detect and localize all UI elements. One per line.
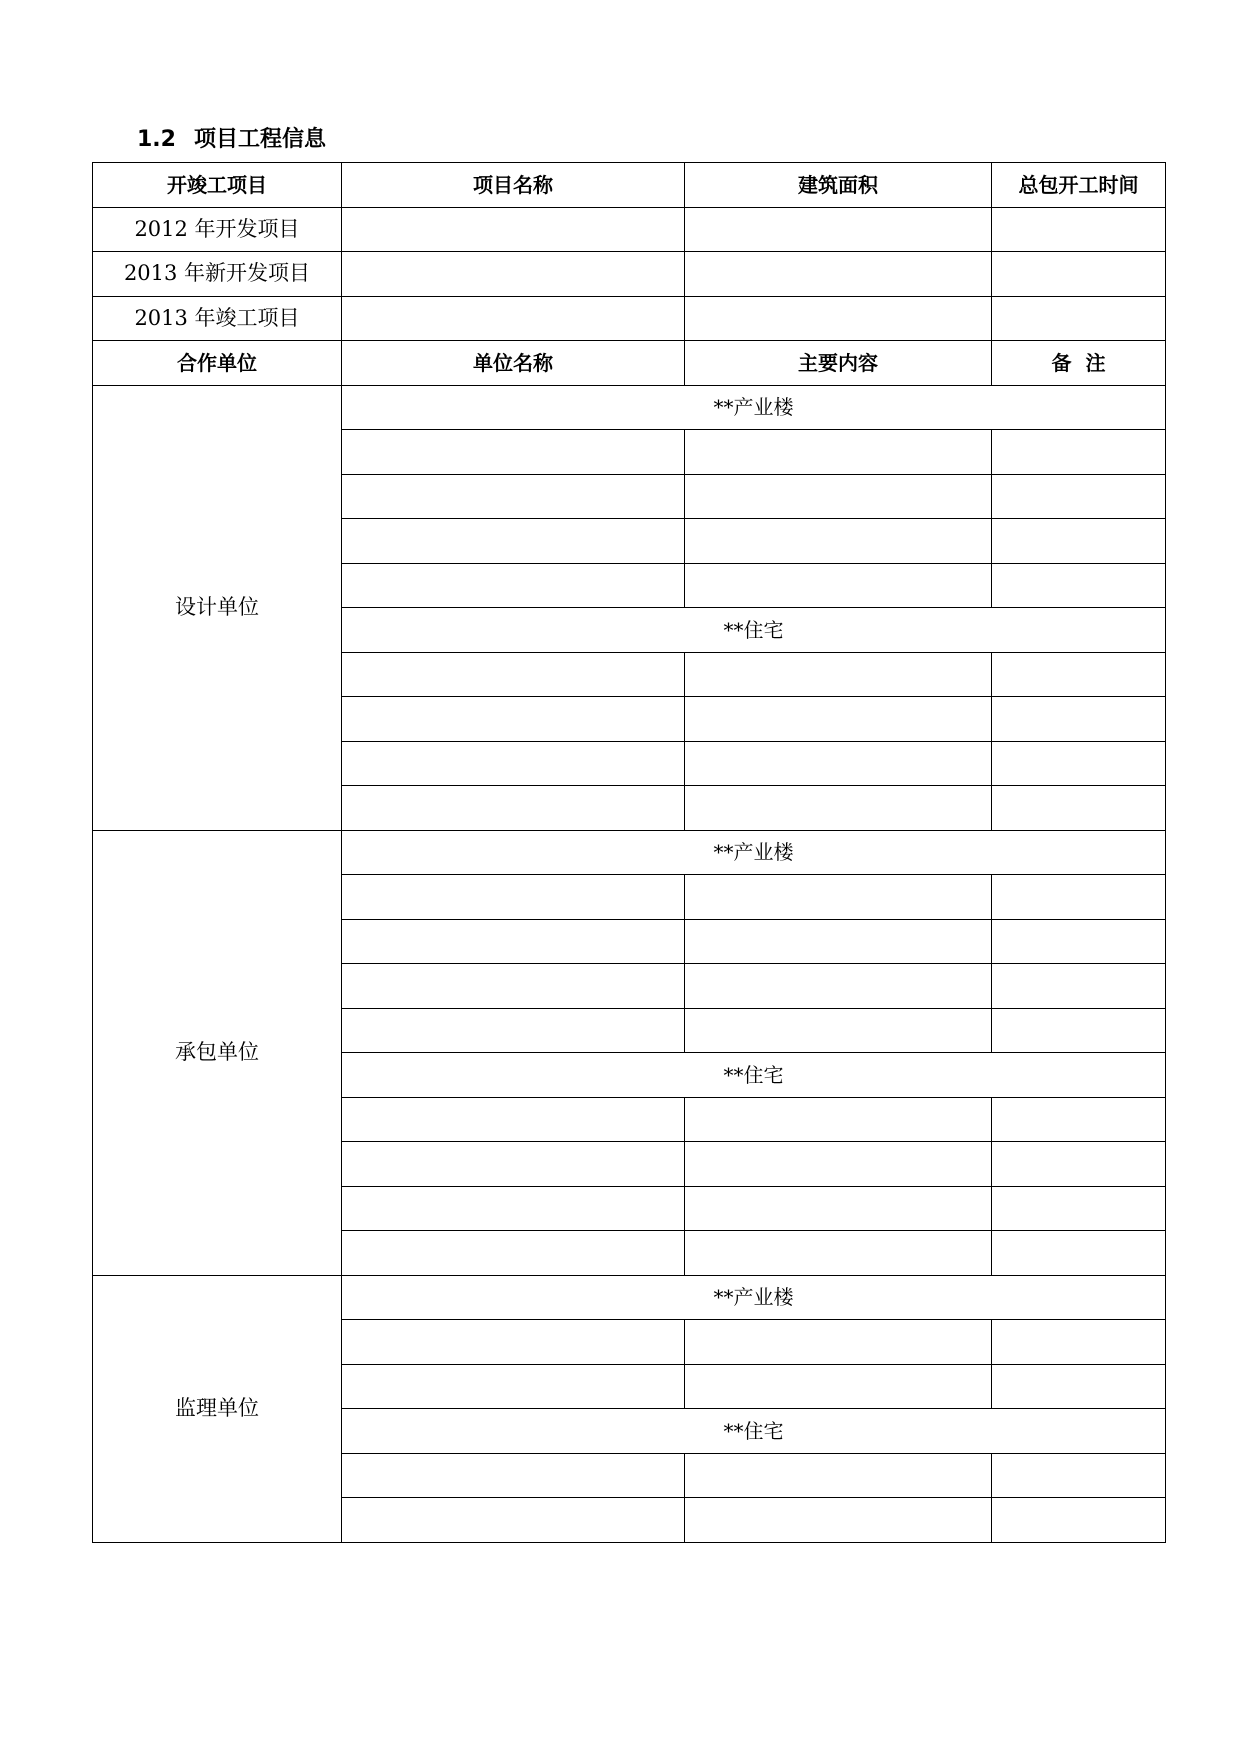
remarks-cell[interactable] — [992, 1231, 1166, 1276]
header-project-phase: 开竣工项目 — [93, 163, 342, 208]
unit-name-cell[interactable] — [342, 1231, 685, 1276]
header-unit-name: 单位名称 — [342, 341, 685, 386]
start-date-cell[interactable] — [992, 252, 1166, 297]
header-main-content: 主要内容 — [685, 341, 992, 386]
project-name-cell[interactable] — [342, 296, 685, 341]
project-row-label: 2012 年开发项目 — [93, 207, 342, 252]
project-name-cell[interactable] — [342, 207, 685, 252]
section-heading — [137, 122, 326, 153]
project-row — [93, 207, 1166, 252]
partners-header-row — [93, 341, 1166, 386]
projects-header-row — [93, 163, 1166, 208]
unit-name-cell[interactable] — [342, 741, 685, 786]
remarks-cell[interactable] — [992, 875, 1166, 920]
unit-name-cell[interactable] — [342, 1142, 685, 1187]
unit-name-cell[interactable] — [342, 1186, 685, 1231]
remarks-cell[interactable] — [992, 519, 1166, 564]
partner-group-label: 监理单位 — [93, 1275, 342, 1542]
unit-name-cell[interactable] — [342, 786, 685, 831]
subgroup-label: **产业楼 — [342, 385, 1166, 430]
main-content-cell[interactable] — [685, 474, 992, 519]
unit-name-cell[interactable] — [342, 1008, 685, 1053]
remarks-cell[interactable] — [992, 430, 1166, 475]
remarks-cell[interactable] — [992, 1008, 1166, 1053]
project-info-table — [92, 162, 1166, 1543]
building-area-cell[interactable] — [685, 252, 992, 297]
main-content-cell[interactable] — [685, 1364, 992, 1409]
unit-name-cell[interactable] — [342, 563, 685, 608]
remarks-cell[interactable] — [992, 563, 1166, 608]
unit-name-cell[interactable] — [342, 652, 685, 697]
main-content-cell[interactable] — [685, 1097, 992, 1142]
project-name-cell[interactable] — [342, 252, 685, 297]
unit-name-cell[interactable] — [342, 1453, 685, 1498]
main-content-cell[interactable] — [685, 1453, 992, 1498]
main-content-cell[interactable] — [685, 786, 992, 831]
unit-name-cell[interactable] — [342, 875, 685, 920]
subgroup-row — [93, 385, 1166, 430]
start-date-cell[interactable] — [992, 296, 1166, 341]
main-content-cell[interactable] — [685, 741, 992, 786]
project-row — [93, 296, 1166, 341]
remarks-cell[interactable] — [992, 652, 1166, 697]
main-content-cell[interactable] — [685, 1231, 992, 1276]
project-row-label: 2013 年竣工项目 — [93, 296, 342, 341]
unit-name-cell[interactable] — [342, 1097, 685, 1142]
main-content-cell[interactable] — [685, 1498, 992, 1543]
unit-name-cell[interactable] — [342, 1320, 685, 1365]
header-building-area: 建筑面积 — [685, 163, 992, 208]
subgroup-label: **产业楼 — [342, 1275, 1166, 1320]
start-date-cell[interactable] — [992, 207, 1166, 252]
partner-group-label: 设计单位 — [93, 385, 342, 830]
subgroup-label: **住宅 — [342, 1409, 1166, 1454]
building-area-cell[interactable] — [685, 296, 992, 341]
unit-name-cell[interactable] — [342, 1498, 685, 1543]
main-content-cell[interactable] — [685, 875, 992, 920]
remarks-cell[interactable] — [992, 919, 1166, 964]
unit-name-cell[interactable] — [342, 964, 685, 1009]
subgroup-row — [93, 1275, 1166, 1320]
subgroup-label: **住宅 — [342, 608, 1166, 653]
header-start-date: 总包开工时间 — [992, 163, 1166, 208]
remarks-cell[interactable] — [992, 786, 1166, 831]
subgroup-row — [93, 830, 1166, 875]
partner-group-label: 承包单位 — [93, 830, 342, 1275]
unit-name-cell[interactable] — [342, 697, 685, 742]
remarks-cell[interactable] — [992, 741, 1166, 786]
main-content-cell[interactable] — [685, 697, 992, 742]
remarks-cell[interactable] — [992, 1364, 1166, 1409]
building-area-cell[interactable] — [685, 207, 992, 252]
remarks-cell[interactable] — [992, 697, 1166, 742]
header-project-name: 项目名称 — [342, 163, 685, 208]
subgroup-label: **产业楼 — [342, 830, 1166, 875]
unit-name-cell[interactable] — [342, 519, 685, 564]
main-content-cell[interactable] — [685, 919, 992, 964]
project-row-label: 2013 年新开发项目 — [93, 252, 342, 297]
header-partner-type: 合作单位 — [93, 341, 342, 386]
main-content-cell[interactable] — [685, 1320, 992, 1365]
project-row — [93, 252, 1166, 297]
unit-name-cell[interactable] — [342, 1364, 685, 1409]
main-content-cell[interactable] — [685, 652, 992, 697]
remarks-cell[interactable] — [992, 474, 1166, 519]
remarks-cell[interactable] — [992, 1453, 1166, 1498]
remarks-cell[interactable] — [992, 964, 1166, 1009]
main-content-cell[interactable] — [685, 519, 992, 564]
unit-name-cell[interactable] — [342, 919, 685, 964]
section-number: 1.2 — [137, 127, 176, 152]
remarks-cell[interactable] — [992, 1142, 1166, 1187]
remarks-cell[interactable] — [992, 1320, 1166, 1365]
project-info-table-body — [93, 163, 1166, 1543]
remarks-cell[interactable] — [992, 1498, 1166, 1543]
main-content-cell[interactable] — [685, 1142, 992, 1187]
main-content-cell[interactable] — [685, 430, 992, 475]
unit-name-cell[interactable] — [342, 474, 685, 519]
main-content-cell[interactable] — [685, 563, 992, 608]
remarks-cell[interactable] — [992, 1097, 1166, 1142]
section-title: 项目工程信息 — [193, 127, 326, 152]
main-content-cell[interactable] — [685, 1186, 992, 1231]
main-content-cell[interactable] — [685, 1008, 992, 1053]
subgroup-label: **住宅 — [342, 1053, 1166, 1098]
main-content-cell[interactable] — [685, 964, 992, 1009]
unit-name-cell[interactable] — [342, 430, 685, 475]
header-remarks: 备 注 — [992, 341, 1166, 386]
remarks-cell[interactable] — [992, 1186, 1166, 1231]
